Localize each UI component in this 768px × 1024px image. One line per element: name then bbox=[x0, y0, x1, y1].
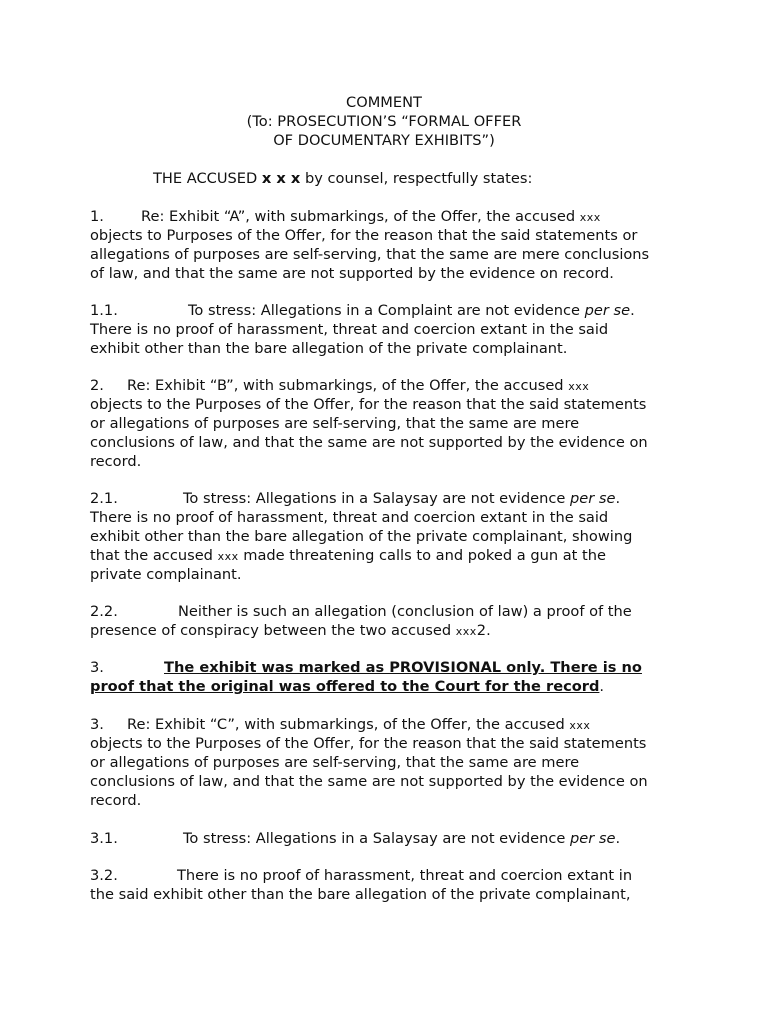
paragraph-2-1-italic: per se bbox=[570, 490, 616, 507]
paragraph-2-accused: xxx bbox=[568, 380, 590, 393]
intro-line bbox=[153, 169, 532, 188]
paragraph-3-1-text: To stress: Allegations in a Salaysay are not evidence bbox=[183, 830, 570, 847]
paragraph-2-2-accused: xxx bbox=[455, 625, 477, 638]
paragraph-3-line-2: objects to the Purposes of the Offer, for the reason that the said statements bbox=[90, 735, 647, 752]
paragraph-3-note-line-1 bbox=[90, 658, 642, 677]
paragraph-2-2-line-1 bbox=[90, 602, 632, 621]
document-subtitle-line-1: (To: PROSECUTION’S “FORMAL OFFER bbox=[246, 113, 522, 130]
paragraph-2-1-period: . bbox=[615, 490, 621, 507]
paragraph-3-2-line-1 bbox=[90, 866, 632, 885]
paragraph-1-line-2: objects to Purposes of the Offer, for the reason that the said statements or bbox=[90, 227, 638, 244]
paragraph-3-note-line-2 bbox=[90, 677, 604, 696]
paragraph-2-1-text: To stress: Allegations in a Salaysay are not evidence bbox=[183, 490, 570, 507]
document-title: COMMENT bbox=[346, 94, 422, 111]
paragraph-2-1-line-1 bbox=[90, 489, 620, 508]
paragraph-2-line-3: or allegations of purposes are self-serving, that the same are mere bbox=[90, 415, 580, 432]
paragraph-2-line-2: objects to the Purposes of the Offer, for the reason that the said statements bbox=[90, 396, 647, 413]
paragraph-1-text: Re: Exhibit “A”, with submarkings, of the Offer, the accused bbox=[141, 208, 580, 225]
paragraph-2-1-line-4 bbox=[90, 546, 606, 566]
paragraph-2-line-4: conclusions of law, and that the same are not supported by the evidence on bbox=[90, 434, 648, 451]
paragraph-2-2-line-2-rest: 2. bbox=[476, 622, 491, 639]
paragraph-2-text: Re: Exhibit “B”, with submarkings, of the Offer, the accused bbox=[127, 377, 569, 394]
paragraph-2-2-text: Neither is such an allegation (conclusion of law) a proof of the bbox=[178, 603, 632, 620]
paragraph-3-2-line-2: the said exhibit other than the bare allegation of the private complainant, bbox=[90, 886, 631, 903]
paragraph-1-line-3: allegations of purposes are self-serving, that the same are mere conclusions bbox=[90, 246, 650, 263]
accused-name: x x x bbox=[261, 170, 301, 187]
paragraph-3-1-italic: per se bbox=[570, 830, 616, 847]
paragraph-1-line-4: of law, and that the same are not supported by the evidence on record. bbox=[90, 265, 614, 282]
paragraph-2-1-line-4-rest: made threatening calls to and poked a gun at the bbox=[238, 547, 606, 564]
paragraph-2-1-line-4-text: that the accused bbox=[90, 547, 218, 564]
paragraph-2-1-number: 2.1. bbox=[90, 490, 118, 507]
paragraph-1-1-line-3: exhibit other than the bare allegation of the private complainant. bbox=[90, 340, 568, 357]
paragraph-3-1-line-1 bbox=[90, 829, 620, 848]
provisional-notice-text: The exhibit was marked as PROVISIONAL only. There is no bbox=[164, 659, 642, 676]
document-subtitle-line-2: OF DOCUMENTARY EXHIBITS”) bbox=[273, 132, 495, 149]
paragraph-3-1-number: 3.1. bbox=[90, 830, 118, 847]
paragraph-2-number: 2. bbox=[90, 377, 104, 394]
paragraph-2-line-1 bbox=[90, 376, 589, 396]
paragraph-1-1-italic: per se bbox=[584, 302, 631, 319]
paragraph-1-accused: xxx bbox=[579, 211, 601, 224]
paragraph-3-line-1 bbox=[90, 715, 590, 735]
paragraph-3-note-number: 3. bbox=[90, 659, 104, 676]
paragraph-2-2-line-2 bbox=[90, 621, 491, 641]
paragraph-1-1-text: To stress: Allegations in a Complaint are not evidence bbox=[188, 302, 585, 319]
intro-prefix: THE ACCUSED bbox=[153, 170, 262, 187]
paragraph-1-1-period: . bbox=[630, 302, 635, 319]
paragraph-3-2-number: 3.2. bbox=[90, 867, 118, 884]
paragraph-3-line-4: conclusions of law, and that the same are not supported by the evidence on bbox=[90, 773, 648, 790]
provisional-notice-text-2: proof that the original was offered to the Court for the record bbox=[90, 678, 600, 695]
paragraph-1-line-1 bbox=[90, 207, 601, 227]
paragraph-1-number: 1. bbox=[90, 208, 104, 225]
paragraph-3-line-5: record. bbox=[90, 792, 142, 809]
paragraph-3-text: Re: Exhibit “C”, with submarkings, of the Offer, the accused bbox=[127, 716, 570, 733]
paragraph-2-1-line-2: There is no proof of harassment, threat and coercion extant in the said bbox=[90, 509, 609, 526]
paragraph-3-number: 3. bbox=[90, 716, 104, 733]
paragraph-2-1-line-3: exhibit other than the bare allegation of the private complainant, showing bbox=[90, 528, 633, 545]
paragraph-2-2-number: 2.2. bbox=[90, 603, 118, 620]
paragraph-2-1-line-5: private complainant. bbox=[90, 566, 242, 583]
paragraph-1-1-line-2: There is no proof of harassment, threat and coercion extant in the said bbox=[90, 321, 609, 338]
paragraph-1-1-line-1 bbox=[90, 301, 635, 320]
paragraph-3-2-text: There is no proof of harassment, threat and coercion extant in bbox=[177, 867, 633, 884]
paragraph-3-accused: xxx bbox=[569, 719, 591, 732]
paragraph-1-1-number: 1.1. bbox=[90, 302, 118, 319]
paragraph-3-line-3: or allegations of purposes are self-serving, that the same are mere bbox=[90, 754, 580, 771]
paragraph-2-line-5: record. bbox=[90, 453, 142, 470]
paragraph-2-2-line-2-text: presence of conspiracy between the two accused bbox=[90, 622, 456, 639]
paragraph-3-1-period: . bbox=[615, 830, 621, 847]
intro-suffix: by counsel, respectfully states: bbox=[300, 170, 533, 187]
provisional-notice-period: . bbox=[599, 678, 605, 695]
paragraph-2-1-accused: xxx bbox=[217, 550, 239, 563]
